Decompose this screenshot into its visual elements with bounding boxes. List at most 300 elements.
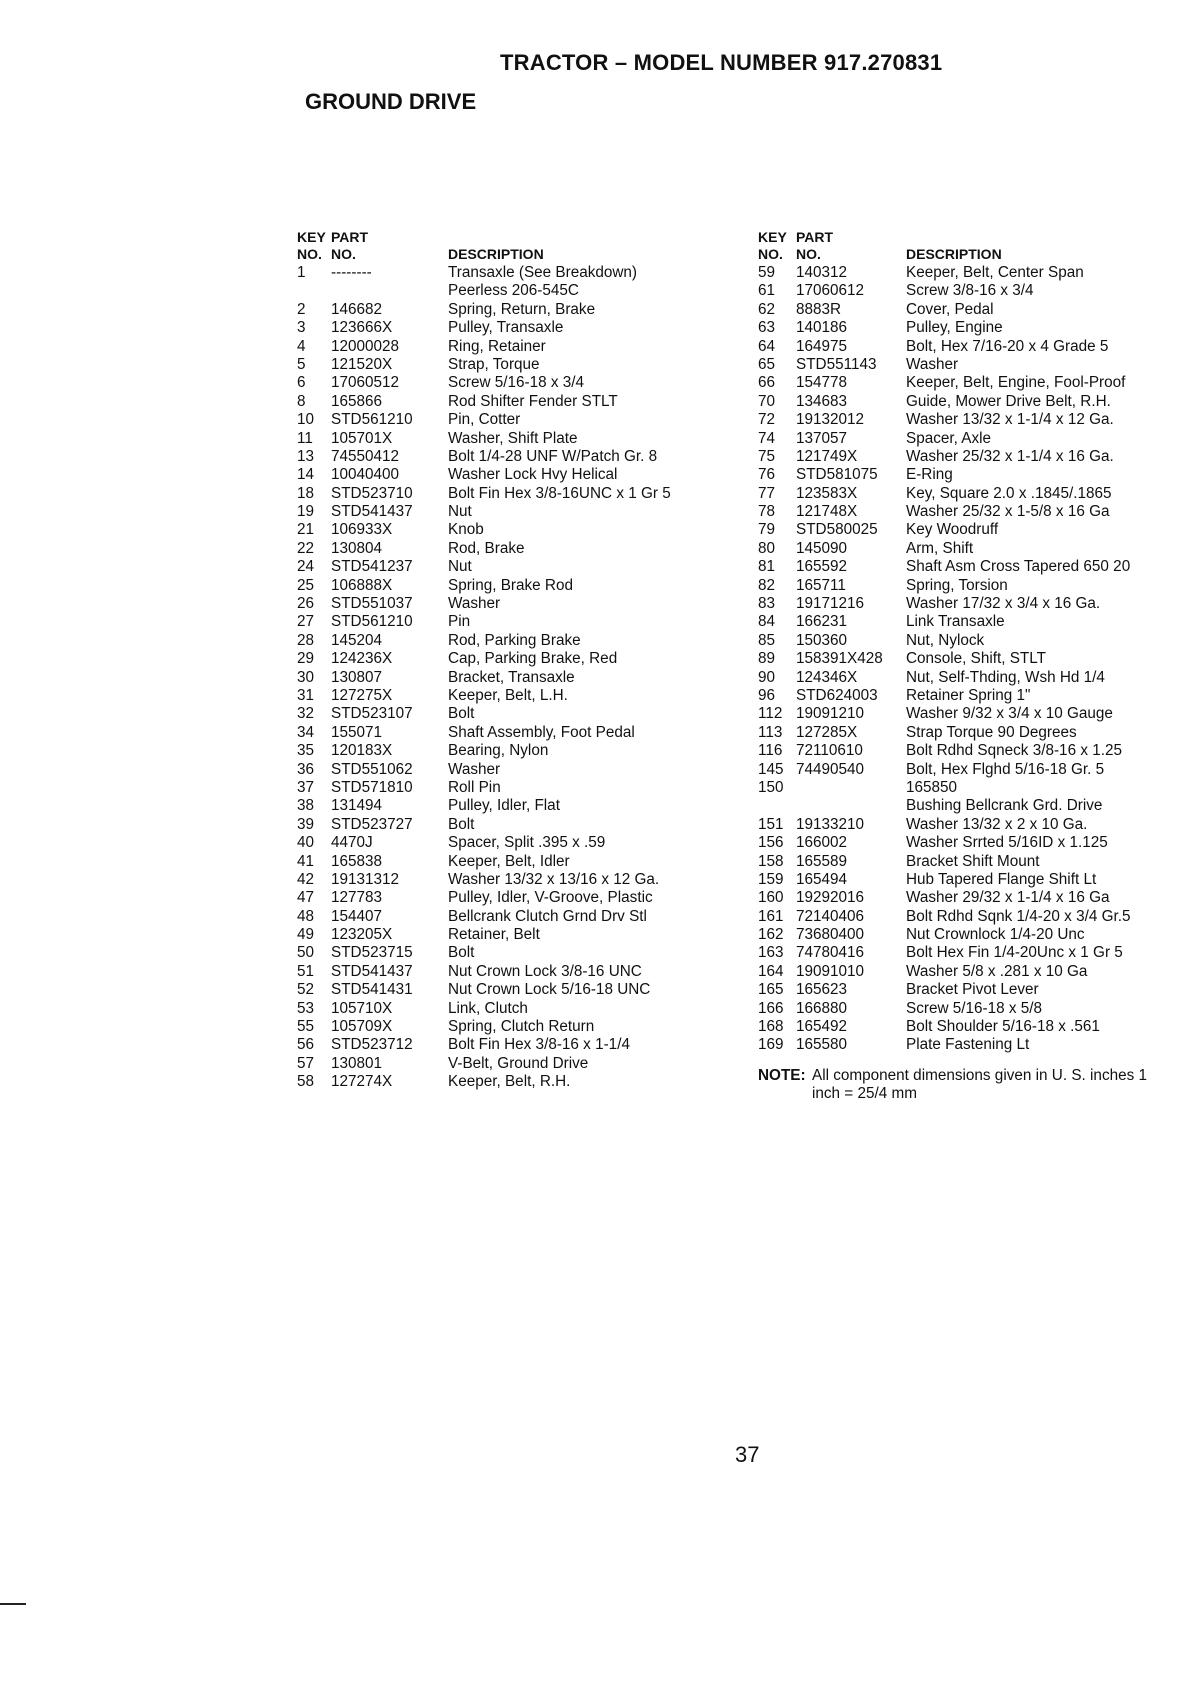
table-row	[758, 356, 1178, 374]
key-no: 29	[297, 650, 315, 668]
table-row	[297, 926, 747, 944]
part-no: 165592	[796, 558, 848, 576]
part-no: 19131312	[331, 870, 400, 888]
table-row	[297, 393, 747, 411]
table-row	[758, 595, 1178, 613]
table-row	[297, 301, 747, 319]
part-no: 130801	[331, 1054, 383, 1072]
table-row	[297, 466, 747, 484]
description: Nut	[448, 558, 472, 576]
key-no: 82	[758, 576, 776, 594]
part-no: 121749X	[796, 447, 858, 465]
description: Screw 3/8-16 x 3/4	[906, 282, 1034, 300]
table-row	[297, 871, 747, 889]
table-header-left	[297, 229, 747, 263]
table-row	[297, 853, 747, 871]
table-row	[758, 558, 1178, 576]
part-no: 140312	[796, 264, 848, 281]
table-row	[297, 963, 747, 981]
table-row	[758, 466, 1178, 484]
description: Bearing, Nylon	[448, 742, 549, 760]
table-row	[758, 521, 1178, 539]
part-no: 130804	[331, 539, 383, 557]
part-no: 12000028	[331, 337, 400, 355]
description: Arm, Shift	[906, 539, 974, 557]
part-no: 155071	[331, 723, 383, 741]
table-row	[758, 705, 1178, 723]
part-no: 124346X	[796, 668, 858, 686]
description: Key Woodruff	[906, 521, 999, 539]
description: Washer	[448, 760, 501, 778]
table-row	[758, 374, 1178, 392]
key-no: 112	[758, 705, 783, 723]
key-no: 42	[297, 870, 315, 888]
key-no: 156	[758, 834, 784, 852]
description: Bolt	[448, 705, 475, 723]
description: Retainer Spring 1"	[906, 686, 1031, 704]
key-no	[758, 797, 796, 815]
key-no: 59	[758, 264, 776, 281]
description: Keeper, Belt, L.H.	[448, 686, 568, 704]
description: Keeper, Belt, Engine, Fool-Proof	[906, 374, 1126, 392]
table-row	[758, 430, 1178, 448]
part-no: 19091210	[796, 705, 865, 723]
description: Washer	[906, 355, 959, 373]
description: Bracket Shift Mount	[906, 852, 1040, 870]
part-no: 123666X	[331, 319, 393, 337]
description: Nut	[448, 503, 472, 521]
key-no: 14	[297, 466, 315, 484]
description: Washer, Shift Plate	[448, 429, 578, 447]
key-no: 22	[297, 539, 315, 557]
table-row	[297, 577, 747, 595]
description: Bolt 1/4-28 UNF W/Patch Gr. 8	[448, 447, 658, 465]
table-row	[297, 282, 747, 300]
part-no: 72110610	[796, 742, 863, 760]
note-text: All component dimensions given in U. S. inches 1 inch = 25/4 mm	[812, 1066, 1148, 1103]
part-no: 131494	[331, 797, 383, 815]
description: Pulley, Idler, V-Groove, Plastic	[448, 889, 653, 907]
part-no: 165866	[331, 392, 383, 410]
part-no: STD551062	[331, 760, 413, 778]
description: Washer 17/32 x 3/4 x 16 Ga.	[906, 595, 1101, 613]
key-no: 32	[297, 705, 315, 723]
description: Washer Srrted 5/16ID x 1.125	[906, 834, 1108, 852]
key-no: 35	[297, 742, 315, 760]
part-no: STD580025	[796, 521, 878, 539]
part-no: STD561210	[331, 613, 413, 631]
key-no: 27	[297, 613, 315, 631]
header-key-line2: NO.	[758, 246, 783, 262]
table-row	[758, 908, 1178, 926]
description: Bolt	[448, 815, 475, 833]
description: Washer 13/32 x 1-1/4 x 12 Ga.	[906, 411, 1114, 429]
table-row	[297, 485, 747, 503]
part-no: STD523712	[331, 1036, 413, 1054]
key-no: 89	[758, 650, 776, 668]
key-no-header	[758, 229, 796, 263]
description: Bolt Hex Fin 1/4-20Unc x 1 Gr 5	[906, 944, 1123, 962]
description: Nut Crown Lock 5/16-18 UNC	[448, 981, 651, 999]
table-row	[297, 356, 747, 374]
key-no: 162	[758, 926, 784, 944]
key-no: 61	[758, 282, 776, 300]
description: E-Ring	[906, 466, 953, 484]
description: Nut, Self-Thding, Wsh Hd 1/4	[906, 668, 1105, 686]
header-key-line2: NO.	[297, 246, 322, 262]
key-no: 18	[297, 484, 315, 502]
table-row	[297, 374, 747, 392]
description: Spacer, Split .395 x .59	[448, 834, 606, 852]
key-no: 4	[297, 337, 306, 355]
part-no: 123583X	[796, 484, 858, 502]
part-no: 74490540	[796, 760, 865, 778]
part-no: 165711	[796, 576, 846, 594]
part-no-header	[331, 229, 448, 263]
part-no: STD541437	[331, 962, 413, 980]
key-no: 169	[758, 1036, 784, 1054]
description: Rod Shifter Fender STLT	[448, 392, 618, 410]
table-row	[297, 558, 747, 576]
key-no: 113	[758, 723, 783, 741]
description: Link Transaxle	[906, 613, 1005, 631]
key-no: 21	[297, 521, 315, 539]
header-part-line1: PART	[331, 229, 369, 245]
description: Screw 5/16-18 x 3/4	[448, 374, 585, 392]
table-row	[758, 889, 1178, 907]
part-no: STD541237	[331, 558, 413, 576]
table-row	[297, 595, 747, 613]
key-no: 49	[297, 926, 315, 944]
description: Console, Shift, STLT	[906, 650, 1046, 668]
part-no: 145090	[796, 539, 848, 557]
key-no: 65	[758, 355, 776, 373]
key-no: 151	[758, 815, 784, 833]
part-no: 72140406	[796, 907, 865, 925]
table-row	[758, 319, 1178, 337]
part-no: 166002	[796, 834, 848, 852]
description: Hub Tapered Flange Shift Lt	[906, 870, 1097, 888]
table-row	[758, 485, 1178, 503]
key-no: 64	[758, 337, 776, 355]
part-no: STD624003	[796, 686, 878, 704]
table-row	[297, 705, 747, 723]
key-no: 53	[297, 999, 315, 1017]
table-row	[758, 632, 1178, 650]
table-row	[297, 944, 747, 962]
part-no: 105709X	[331, 1018, 393, 1036]
key-no-header	[297, 229, 331, 263]
part-no: STD523727	[331, 815, 413, 833]
key-no: 90	[758, 668, 776, 686]
key-no: 24	[297, 558, 315, 576]
table-row	[758, 264, 1178, 282]
table-row	[297, 430, 747, 448]
scan-edge-mark	[0, 1603, 26, 1605]
key-no: 166	[758, 999, 784, 1017]
table-row	[297, 981, 747, 999]
table-row	[297, 761, 747, 779]
table-row	[758, 761, 1178, 779]
description: Cap, Parking Brake, Red	[448, 650, 618, 668]
part-no: STD551037	[331, 595, 413, 613]
description: Keeper, Belt, Idler	[448, 852, 570, 870]
key-no: 34	[297, 723, 315, 741]
key-no: 75	[758, 447, 776, 465]
description: Keeper, Belt, R.H.	[448, 1073, 571, 1091]
part-no: 154778	[796, 374, 848, 392]
key-no	[297, 282, 331, 300]
table-row	[297, 540, 747, 558]
part-no: 127783	[331, 889, 383, 907]
header-part-line2: NO.	[331, 246, 356, 262]
key-no: 1	[297, 264, 306, 281]
table-row	[297, 816, 747, 834]
key-no: 26	[297, 595, 315, 613]
description: Washer Lock Hvy Helical	[448, 466, 618, 484]
page-number: 37	[735, 1442, 760, 1467]
table-row	[297, 338, 747, 356]
key-no: 165	[758, 981, 784, 999]
description: Bolt	[448, 944, 475, 962]
table-row	[758, 687, 1178, 705]
key-no: 8	[297, 392, 306, 410]
key-no: 85	[758, 631, 776, 649]
key-no: 145	[758, 760, 784, 778]
key-no: 79	[758, 521, 776, 539]
part-no: 166880	[796, 999, 848, 1017]
key-no: 78	[758, 503, 776, 521]
table-row	[297, 908, 747, 926]
table-row	[297, 779, 747, 797]
table-row	[297, 264, 747, 282]
table-row	[297, 411, 747, 429]
description: Peerless 206-545C	[448, 282, 579, 300]
key-no: 58	[297, 1073, 315, 1091]
description: Bracket, Transaxle	[448, 668, 575, 686]
description: Key, Square 2.0 x .1845/.1865	[906, 484, 1112, 502]
key-no: 158	[758, 852, 784, 870]
key-no: 48	[297, 907, 315, 925]
table-row	[297, 797, 747, 815]
description: V-Belt, Ground Drive	[448, 1054, 589, 1072]
parts-table-right	[758, 229, 1178, 1104]
table-row	[758, 853, 1178, 871]
part-no: 158391X428	[796, 650, 883, 668]
key-no: 168	[758, 1018, 784, 1036]
description: Bracket Pivot Lever	[906, 981, 1039, 999]
table-row	[297, 669, 747, 687]
table-row	[297, 650, 747, 668]
part-no: 134683	[796, 392, 848, 410]
key-no: 62	[758, 300, 776, 318]
description: Bolt Rdhd Sqneck 3/8-16 x 1.25	[906, 742, 1122, 760]
key-no: 25	[297, 576, 315, 594]
part-no: 145204	[331, 631, 383, 649]
part-no: STD523715	[331, 944, 413, 962]
table-row	[297, 889, 747, 907]
part-no: 123205X	[331, 926, 393, 944]
table-row	[297, 687, 747, 705]
table-row	[758, 724, 1178, 742]
description: Spring, Return, Brake	[448, 300, 596, 318]
key-no: 116	[758, 742, 783, 760]
table-row	[758, 301, 1178, 319]
key-no: 66	[758, 374, 776, 392]
note-label: NOTE:	[758, 1066, 806, 1084]
key-no: 41	[297, 852, 315, 870]
section-title: GROUND DRIVE	[305, 89, 477, 114]
description: Link, Clutch	[448, 999, 528, 1017]
key-no: 11	[297, 429, 313, 447]
key-no: 150	[758, 778, 784, 796]
key-no: 50	[297, 944, 315, 962]
description-header: DESCRIPTION	[906, 246, 1002, 262]
part-no: 105710X	[331, 999, 393, 1017]
part-no: 127285X	[796, 723, 858, 741]
description: Plate Fastening Lt	[906, 1036, 1030, 1054]
key-no: 47	[297, 889, 315, 907]
part-no: 106888X	[331, 576, 393, 594]
header-part-line2: NO.	[796, 246, 821, 262]
description: Knob	[448, 521, 484, 539]
key-no: 57	[297, 1054, 315, 1072]
description: Screw 5/16-18 x 5/8	[906, 999, 1043, 1017]
description: Washer 13/32 x 13/16 x 12 Ga.	[448, 870, 660, 888]
table-row	[297, 503, 747, 521]
key-no: 10	[297, 411, 315, 429]
key-no: 56	[297, 1036, 315, 1054]
key-no: 40	[297, 834, 315, 852]
table-row	[758, 926, 1178, 944]
part-no	[796, 797, 906, 815]
description: Nut Crownlock 1/4-20 Unc	[906, 926, 1085, 944]
key-no: 6	[297, 374, 306, 392]
description: Bellcrank Clutch Grnd Drv Stl	[448, 907, 647, 925]
key-no: 38	[297, 797, 315, 815]
table-row	[758, 1018, 1178, 1036]
table-row	[758, 963, 1178, 981]
part-no: 19132012	[796, 411, 865, 429]
description: Spring, Brake Rod	[448, 576, 573, 594]
description: Pulley, Engine	[906, 319, 1003, 337]
key-no: 80	[758, 539, 776, 557]
part-no: 121748X	[796, 503, 858, 521]
table-row	[758, 650, 1178, 668]
key-no: 72	[758, 411, 776, 429]
description: Bolt Fin Hex 3/8-16UNC x 1 Gr 5	[448, 484, 671, 502]
part-no: --------	[331, 264, 372, 281]
part-no: 121520X	[331, 355, 393, 373]
key-no: 63	[758, 319, 776, 337]
description: Keeper, Belt, Center Span	[906, 264, 1084, 281]
table-row	[297, 521, 747, 539]
table-row	[758, 742, 1178, 760]
part-no: 146682	[331, 300, 383, 318]
key-no: 76	[758, 466, 776, 484]
key-no: 161	[758, 907, 784, 925]
part-no: 165492	[796, 1018, 848, 1036]
description: Washer 9/32 x 3/4 x 10 Gauge	[906, 705, 1113, 723]
description: Washer 5/8 x .281 x 10 Ga	[906, 962, 1088, 980]
key-no: 51	[297, 962, 315, 980]
table-row	[758, 411, 1178, 429]
part-no: 106933X	[331, 521, 393, 539]
table-row	[297, 1036, 747, 1054]
part-no: 166231	[796, 613, 848, 631]
key-no: 160	[758, 889, 784, 907]
key-no: 5	[297, 355, 306, 373]
table-row	[758, 797, 1178, 815]
part-no: 4470J	[331, 834, 373, 852]
part-no: 165838	[331, 852, 383, 870]
dimension-note	[758, 1067, 1178, 1104]
description: Rod, Parking Brake	[448, 631, 581, 649]
part-no: 19091010	[796, 962, 865, 980]
description: Ring, Retainer	[448, 337, 546, 355]
description: Pulley, Idler, Flat	[448, 797, 560, 815]
part-no: STD541431	[331, 981, 413, 999]
part-no: 74550412	[331, 447, 400, 465]
part-no: STD541437	[331, 503, 413, 521]
part-no: 164975	[796, 337, 848, 355]
description: Spring, Clutch Return	[448, 1018, 595, 1036]
header-key-line1: KEY	[297, 229, 326, 245]
part-no: 137057	[796, 429, 848, 447]
description: Spring, Torsion	[906, 576, 1008, 594]
key-no: 81	[758, 558, 776, 576]
key-no: 30	[297, 668, 315, 686]
description: Bolt Rdhd Sqnk 1/4-20 x 3/4 Gr.5	[906, 907, 1131, 925]
table-row	[758, 669, 1178, 687]
description: Pin	[448, 613, 471, 631]
table-row	[297, 448, 747, 466]
description: Washer 25/32 x 1-5/8 x 16 Ga	[906, 503, 1110, 521]
part-no: 10040400	[331, 466, 400, 484]
key-no: 163	[758, 944, 784, 962]
part-no: 165623	[796, 981, 848, 999]
part-no: 74780416	[796, 944, 865, 962]
key-no: 36	[297, 760, 315, 778]
table-row	[758, 540, 1178, 558]
part-no: 127274X	[331, 1073, 393, 1091]
description: Retainer, Belt	[448, 926, 540, 944]
table-row	[297, 1018, 747, 1036]
part-no: 17060512	[331, 374, 400, 392]
table-header-right	[758, 229, 1178, 263]
table-row	[297, 834, 747, 852]
table-row	[758, 834, 1178, 852]
description: Transaxle (See Breakdown)	[448, 264, 638, 281]
description: Washer 25/32 x 1-1/4 x 16 Ga.	[906, 447, 1114, 465]
description-header: DESCRIPTION	[448, 246, 544, 262]
table-row	[758, 1000, 1178, 1018]
description: Guide, Mower Drive Belt, R.H.	[906, 392, 1111, 410]
key-no: 2	[297, 300, 306, 318]
table-row	[297, 1055, 747, 1073]
table-row	[297, 319, 747, 337]
part-no: 130807	[331, 668, 383, 686]
key-no: 31	[297, 686, 315, 704]
part-no: 124236X	[331, 650, 393, 668]
table-row	[758, 393, 1178, 411]
table-row	[297, 1073, 747, 1091]
part-no: 154407	[331, 907, 383, 925]
key-no: 84	[758, 613, 776, 631]
part-no: STD561210	[331, 411, 413, 429]
part-no: STD551143	[796, 355, 877, 373]
part-no: 165494	[796, 870, 848, 888]
